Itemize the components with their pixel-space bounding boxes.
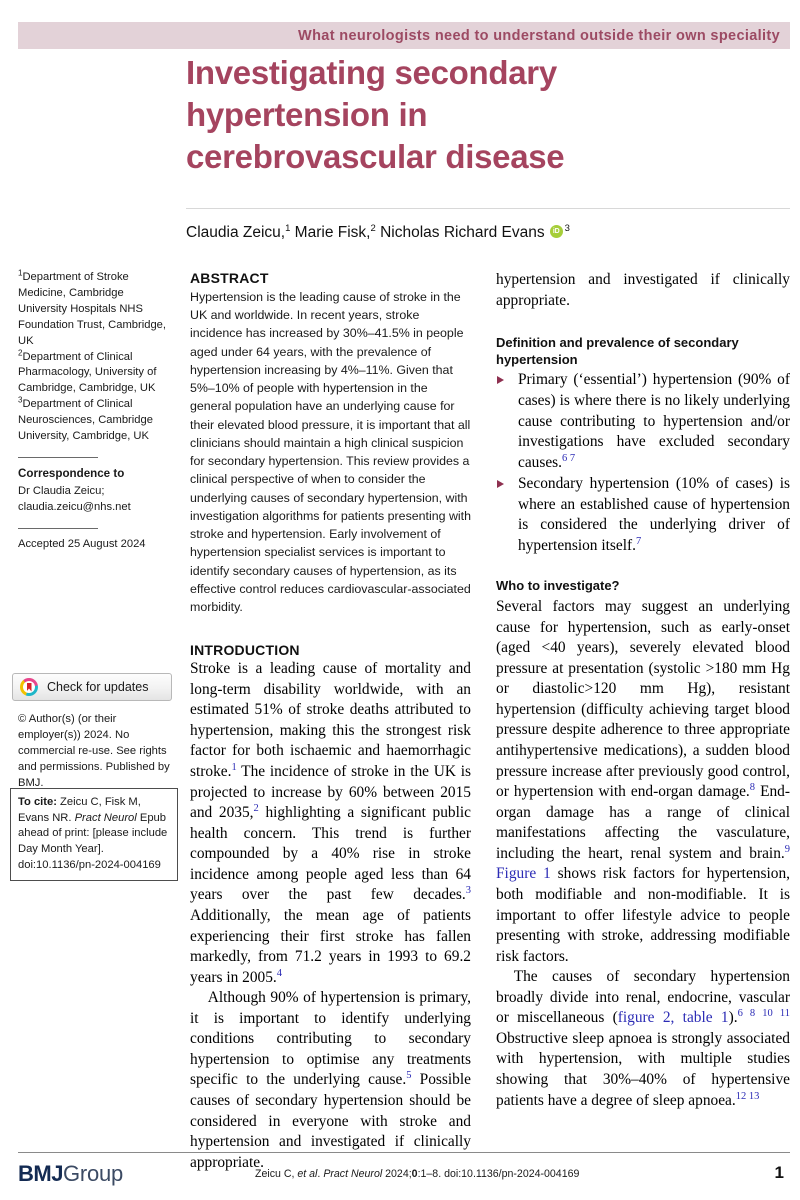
who-p2-part-c: Obstructive sleep apnoea is strongly associated with hypertension, with multiple studies showing that 30%–40% of hypertensive patients have a degree of sleep apnoea. <box>496 1029 790 1109</box>
reference-marker-9[interactable]: 9 <box>784 843 790 855</box>
intro-p1-part-c: highlighting a significant public health concern. This trend is further compounded by a 40% rise in stroke incidence among people aged less than 64 years over the past few decades. <box>190 804 471 904</box>
introduction-heading: INTRODUCTION <box>190 642 300 659</box>
list-item <box>496 474 790 556</box>
footer-citation <box>255 1168 579 1180</box>
footer-citation-year: 2024; <box>382 1168 412 1180</box>
abstract-heading: ABSTRACT <box>190 270 269 286</box>
who-paragraph-2 <box>496 967 790 1111</box>
check-for-updates-label: Check for updates <box>47 680 149 694</box>
author-affiliation-marker-3: 3 <box>564 222 570 234</box>
footer-citation-volume: 0 <box>411 1168 418 1180</box>
who-p2-part-b: ). <box>728 1009 738 1027</box>
article-title-line-3: cerebrovascular disease <box>186 137 565 175</box>
column-definitions <box>496 270 790 1111</box>
author-list <box>186 224 790 243</box>
bullet-1-text: Primary (‘essential’) hypertension (90% of cases) is where there is no likely underlying cause contributing to hypertension and/or investigations have excluded secondary causes. <box>518 371 790 471</box>
column-abstract-introduction <box>190 270 471 1173</box>
definition-heading <box>496 335 790 368</box>
who-p2-part-a: The causes of secondary hypertension broadly divide into renal, endocrine, vascular or miscellaneous ( <box>496 968 790 1027</box>
figure-2-table-1-link[interactable]: figure 2, table 1 <box>617 1009 729 1027</box>
introduction-paragraph-1 <box>190 659 471 988</box>
figure-1-link[interactable]: Figure 1 <box>496 865 551 883</box>
intro-p1-part-a: Stroke is a leading cause of mortality and long-term disability worldwide, with an estimated 51% of stroke deaths attributed to hypertension, making this the strongest risk factor for both ischaemic and haemorrhagic stroke. <box>190 660 471 781</box>
affiliation-text-1: Department of Stroke Medicine, Cambridge University Hospitals NHS Foundation Trust, Cambridge, UK <box>18 271 166 347</box>
running-head-text: What neurologists need to understand outside their own speciality <box>298 27 780 44</box>
page-title <box>186 52 746 178</box>
affiliation-text-2: Department of Clinical Pharmacology, University of Cambridge, Cambridge, UK <box>18 350 157 395</box>
correspondence-heading: Correspondence to <box>18 467 125 481</box>
orcid-icon[interactable] <box>550 225 563 238</box>
to-cite-label: To cite: <box>18 796 57 808</box>
footer-citation-etal: et al <box>297 1168 318 1180</box>
intro-p2-part-b: Possible causes of secondary hypertension should be considered in everyone with stroke and hypertension and investigated if clinically appropriate. <box>190 1071 471 1171</box>
article-title <box>186 52 746 178</box>
check-for-updates-button[interactable] <box>12 673 172 701</box>
correspondence-email[interactable]: claudia.zeicu@nhs.net <box>18 500 131 513</box>
to-cite-box <box>10 788 178 881</box>
triangle-bullet-icon <box>497 480 504 488</box>
footer-citation-author: Zeicu C, <box>255 1168 298 1180</box>
affiliation-marker-2: 2 <box>18 347 23 357</box>
to-cite-journal: Pract Neurol <box>74 811 137 824</box>
definition-heading-line-1: Definition and prevalence of secondary <box>496 335 739 351</box>
reference-marker-7[interactable]: 7 <box>635 535 642 547</box>
to-cite-authors: Zeicu C, Fisk M, Evans NR. <box>18 796 141 824</box>
sidebar-divider-1 <box>18 457 98 459</box>
article-title-line-2: hypertension in <box>186 95 428 133</box>
copyright-notice: © Author(s) (or their employer(s)) 2024. No commercial re-use. See rights and permissions. Published by BMJ. <box>18 713 170 789</box>
bmj-group-label: Group <box>62 1161 124 1186</box>
author-name-3: Nicholas Richard Evans <box>375 224 545 241</box>
bmj-logo-text: BMJ <box>18 1161 63 1186</box>
sidebar-divider-2 <box>18 528 98 530</box>
to-cite-doi: Epub ahead of print: [please include Day Month Year]. doi:10.1136/pn-2024-004169 <box>18 811 168 871</box>
sidebar-metadata <box>18 270 173 553</box>
affiliation-1 <box>18 270 173 350</box>
introduction-paragraph-2 <box>190 988 471 1173</box>
introduction-paragraph-2-continued: hypertension and investigated if clinically appropriate. <box>496 271 790 309</box>
bullet-2-text: Secondary hypertension (10% of cases) is where an established cause of hypertension is considered the underlying driver of hypertension itself. <box>518 475 790 554</box>
abstract-text: Hypertension is the leading cause of stroke in the UK and worldwide. In recent years, stroke incidence has increased by 30%–41.5% in people aged under 64 years, with the prevalence of hypertension increasing by 4%–11%. Given that 5%–10% of people with hypertension in the general population have an underlying cause for their elevated blood pressure, it is important that all clinicians should maintain a high clinical suspicion for secondary hypertension. This review provides a clinical perspective of when to consider the underlying causes of secondary hypertension, with investigation algorithms for patients presenting with stroke and hypertension. Early involvement of hypertension specialist services is important to identify secondary causes of hypertension, as its effective control reduces cardiovascular-associated morbidity. <box>190 290 472 614</box>
author-affiliation-marker-2: 2 <box>370 222 376 234</box>
reference-marker-3[interactable]: 3 <box>465 885 471 897</box>
page-number: 1 <box>774 1163 784 1182</box>
footer-divider <box>18 1152 790 1153</box>
affiliation-marker-1: 1 <box>18 268 23 278</box>
who-p1-part-a: Several factors may suggest an underlying cause for hypertension, such as early-onset (aged <40 years), severely elevated blood pressure at presentation (systolic >180 mm Hg or diastolic>120 mm Hg), resistant hypertension (difficulty achieving target blood pressure despite adherence to three appropriate antihypertensive medications), a sudden blood pressure increase after previously good control, or hypertension with end-organ damage. <box>496 598 790 801</box>
accepted-date: Accepted 25 August 2024 <box>18 538 146 550</box>
footer-citation-doi: :1–8. doi:10.1136/pn-2024-004169 <box>417 1168 580 1180</box>
who-to-investigate-heading: Who to investigate? <box>496 578 620 594</box>
affiliation-3 <box>18 397 173 445</box>
affiliation-marker-3: 3 <box>18 395 23 405</box>
reference-marker-8[interactable]: 8 <box>749 782 756 793</box>
author-divider <box>186 208 790 209</box>
reference-marker-6-8-10-11[interactable]: 6 8 10 11 <box>737 1008 790 1020</box>
intro-p1-part-b: The incidence of stroke in the UK is projected to increase by 60% between 2015 and 2035, <box>190 763 471 822</box>
affiliation-2 <box>18 347 173 398</box>
running-head-band <box>18 22 790 49</box>
footer-citation-sep: . <box>317 1168 324 1180</box>
correspondence-name: Dr Claudia Zeicu; <box>18 484 105 497</box>
definition-heading-line-2: hypertension <box>496 351 578 367</box>
intro-p1-part-d: Additionally, the mean age of patients experiencing their first stroke has fallen markedly, from 71.2 years in 1993 to 69.2 years in 2005. <box>190 906 471 986</box>
reference-marker-12-13[interactable]: 12 13 <box>735 1090 760 1102</box>
footer-citation-journal: Pract Neurol <box>323 1168 383 1180</box>
reference-marker-6-7[interactable]: 6 7 <box>562 452 576 464</box>
author-name-2: Marie Fisk, <box>290 224 371 241</box>
reference-marker-5[interactable]: 5 <box>406 1070 412 1082</box>
bmj-group-logo <box>18 1163 123 1185</box>
crossmark-icon <box>20 678 38 696</box>
reference-marker-4[interactable]: 4 <box>276 967 283 979</box>
who-p1-part-c: shows risk factors for hypertension, both modifiable and non-modifiable. It is important to offer lifestyle advice to people presenting with stroke, addressing modifiable risk factors. <box>496 865 790 965</box>
definition-bullet-list <box>496 370 790 556</box>
author-affiliation-marker-1: 1 <box>285 222 291 234</box>
list-item <box>496 370 790 473</box>
intro-p2-part-a: Although 90% of hypertension is primary, it is important to identify underlying conditions contributing to secondary hypertension to optimise any treatments specific to the underlying cause. <box>190 989 471 1089</box>
affiliation-text-3: Department of Clinical Neurosciences, Cambridge University, Cambridge, UK <box>18 398 153 443</box>
reference-marker-2[interactable]: 2 <box>253 803 259 815</box>
author-name-1: Claudia Zeicu, <box>186 224 286 241</box>
who-paragraph-1 <box>496 597 790 967</box>
triangle-bullet-icon <box>497 376 504 384</box>
who-p1-part-b: End-organ damage has a range of clinical manifestations affecting the vasculature, including the heart, renal system and brain. <box>496 783 790 862</box>
reference-marker-1[interactable]: 1 <box>231 761 237 773</box>
article-title-line-1: Investigating secondary <box>186 54 557 91</box>
